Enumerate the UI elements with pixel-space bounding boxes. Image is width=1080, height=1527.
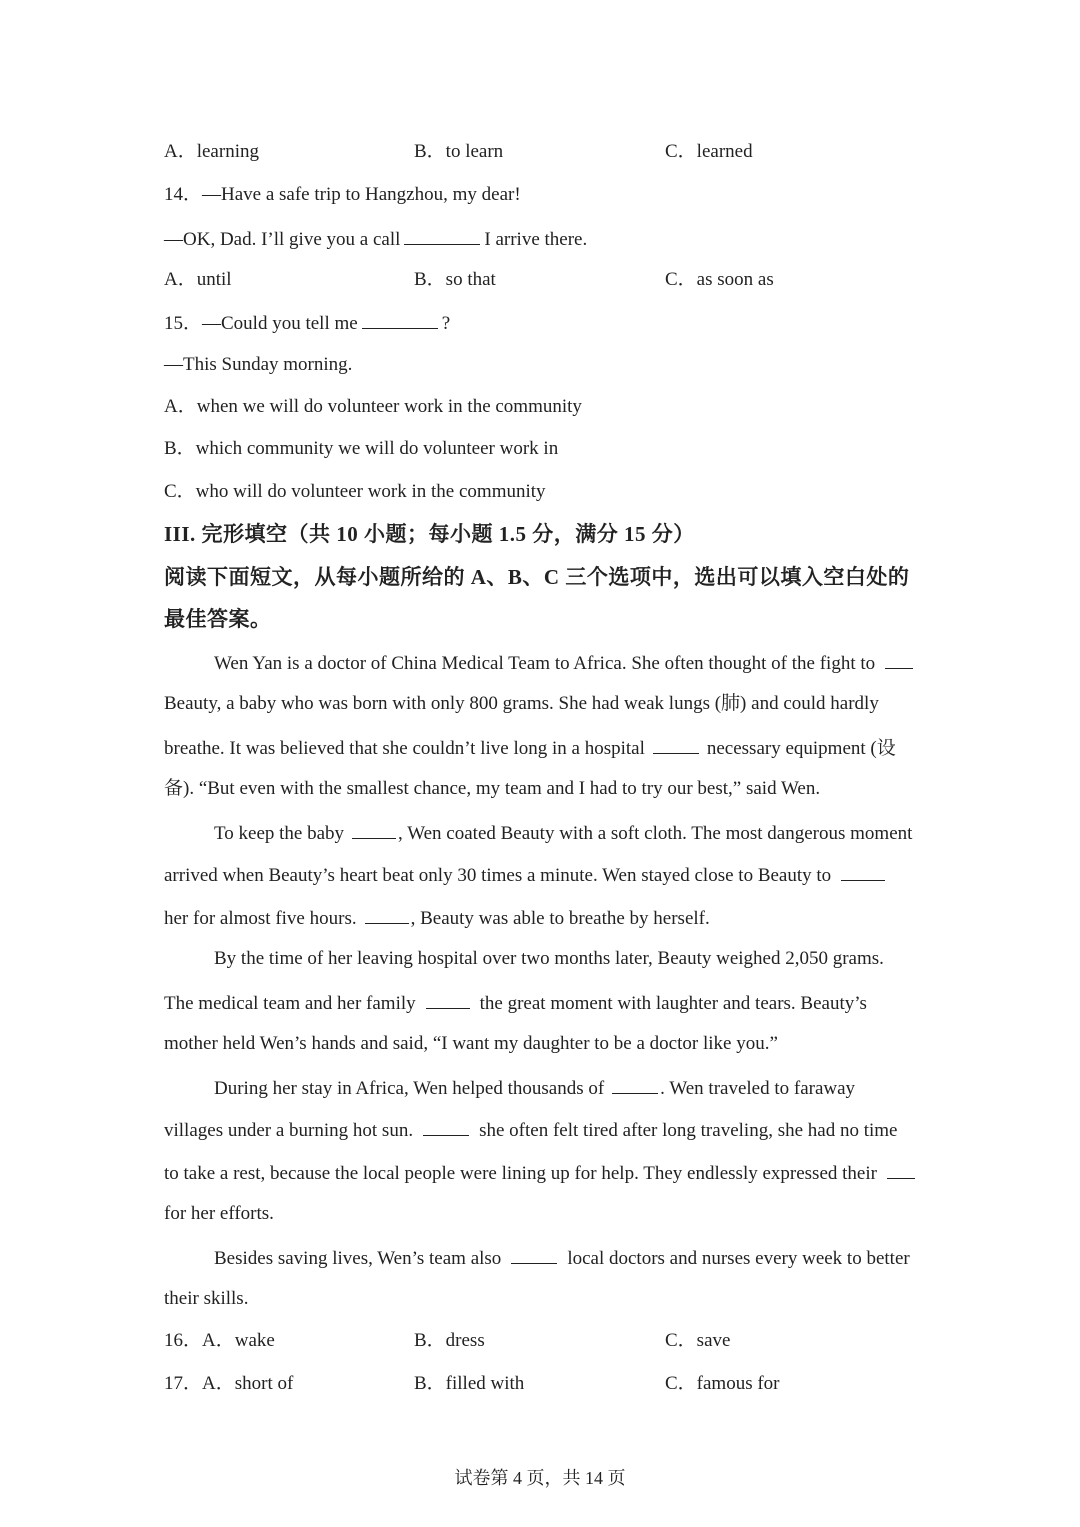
answer-blank bbox=[885, 650, 913, 669]
answer-blank bbox=[653, 735, 699, 754]
q17-option-c: C．famous for bbox=[665, 1373, 780, 1394]
q14-option-c: C．as soon as bbox=[665, 269, 774, 290]
answer-blank bbox=[426, 990, 470, 1009]
q15-stem bbox=[164, 310, 450, 336]
q13-option-c: C．learned bbox=[665, 141, 753, 162]
answer-blank bbox=[362, 310, 438, 329]
answer-blank bbox=[841, 862, 885, 881]
passage-text: To keep the baby bbox=[214, 823, 345, 844]
q14-stem: 14．—Have a safe trip to Hangzhou, my dear! bbox=[164, 184, 521, 205]
passage-line bbox=[214, 1245, 910, 1271]
passage-line: Beauty, a baby who was born with only 800 grams. She had weak lungs (肺) and could hardly bbox=[164, 693, 879, 714]
page-footer: 试卷第 4 页，共 14 页 bbox=[454, 1468, 626, 1488]
passage-text: necessary equipment (设 bbox=[706, 738, 896, 759]
section-instruction-line1: 阅读下面短文，从每小题所给的 A、B、C 三个选项中，选出可以填入空白处的 bbox=[164, 565, 910, 589]
answer-blank bbox=[423, 1117, 469, 1136]
passage-line bbox=[214, 1075, 855, 1101]
q15-option-a: A．when we will do volunteer work in the community bbox=[164, 396, 582, 417]
answer-blank bbox=[404, 226, 480, 245]
q15-option-c: C．who will do volunteer work in the community bbox=[164, 481, 546, 502]
passage-line: their skills. bbox=[164, 1288, 249, 1309]
answer-blank bbox=[887, 1160, 915, 1179]
passage-line: for her efforts. bbox=[164, 1203, 274, 1224]
passage-text: breathe. It was believed that she couldn’t live long in a hospital bbox=[164, 738, 645, 759]
passage-line: mother held Wen’s hands and said, “I want my daughter to be a doctor like you.” bbox=[164, 1033, 778, 1054]
passage-line bbox=[164, 1117, 897, 1143]
q13-option-a: A．learning bbox=[164, 141, 259, 162]
passage-text: During her stay in Africa, Wen helped thousands of bbox=[214, 1078, 605, 1099]
passage-text: local doctors and nurses every week to better bbox=[567, 1248, 910, 1269]
passage-text: , Beauty was able to breathe by herself. bbox=[410, 908, 710, 929]
passage-line bbox=[214, 820, 912, 846]
passage-text: the great moment with laughter and tears. Beauty’s bbox=[479, 993, 867, 1014]
passage-line bbox=[164, 1160, 919, 1186]
section-instruction-line2: 最佳答案。 bbox=[164, 607, 272, 631]
q17-option-a: 17．A．short of bbox=[164, 1373, 294, 1394]
passage-text: . Wen traveled to faraway bbox=[660, 1078, 856, 1099]
passage-text: villages under a burning hot sun. bbox=[164, 1120, 414, 1141]
answer-blank bbox=[352, 820, 396, 839]
answer-blank bbox=[612, 1075, 658, 1094]
q16-option-b: B．dress bbox=[414, 1330, 485, 1351]
q14-reply-post: I arrive there. bbox=[484, 229, 588, 250]
answer-blank bbox=[511, 1245, 557, 1264]
passage-text: , Wen coated Beauty with a soft cloth. The most dangerous moment bbox=[398, 823, 913, 844]
passage-text: to take a rest, because the local people were lining up for help. They endlessly expressed their bbox=[164, 1163, 877, 1184]
passage-line: By the time of her leaving hospital over two months later, Beauty weighed 2,050 grams. bbox=[214, 948, 884, 969]
q15-option-b: B．which community we will do volunteer work in bbox=[164, 438, 559, 459]
passage-line bbox=[164, 990, 867, 1016]
q16-option-c: C．save bbox=[665, 1330, 731, 1351]
passage-line bbox=[164, 905, 710, 931]
q16-option-a: 16．A．wake bbox=[164, 1330, 275, 1351]
q17-option-b: B．filled with bbox=[414, 1373, 525, 1394]
passage-text: her for almost five hours. bbox=[164, 908, 357, 929]
passage-line: 备). “But even with the smallest chance, my team and I had to try our best,” said Wen. bbox=[164, 778, 821, 799]
q15-stem-post: ? bbox=[441, 313, 451, 334]
q15-reply: —This Sunday morning. bbox=[164, 354, 353, 375]
passage-text: The medical team and her family bbox=[164, 993, 416, 1014]
q13-option-b: B．to learn bbox=[414, 141, 504, 162]
q14-option-a: A．until bbox=[164, 269, 232, 290]
q14-option-b: B．so that bbox=[414, 269, 496, 290]
passage-line bbox=[164, 862, 889, 888]
section-heading: III. 完形填空（共 10 小题；每小题 1.5 分，满分 15 分） bbox=[164, 522, 695, 546]
q14-reply bbox=[164, 226, 587, 252]
passage-text: arrived when Beauty’s heart beat only 30 times a minute. Wen stayed close to Beauty to bbox=[164, 865, 832, 886]
passage-text: Besides saving lives, Wen’s team also bbox=[214, 1248, 502, 1269]
q14-reply-pre: —OK, Dad. I’ll give you a call bbox=[164, 229, 401, 250]
passage-text: she often felt tired after long traveling, she had no time bbox=[479, 1120, 898, 1141]
q15-stem-pre: 15．—Could you tell me bbox=[164, 313, 358, 334]
answer-blank bbox=[365, 905, 409, 924]
passage-text: Wen Yan is a doctor of China Medical Team to Africa. She often thought of the fight to bbox=[214, 653, 876, 674]
passage-line bbox=[164, 735, 896, 761]
passage-line bbox=[214, 650, 917, 676]
